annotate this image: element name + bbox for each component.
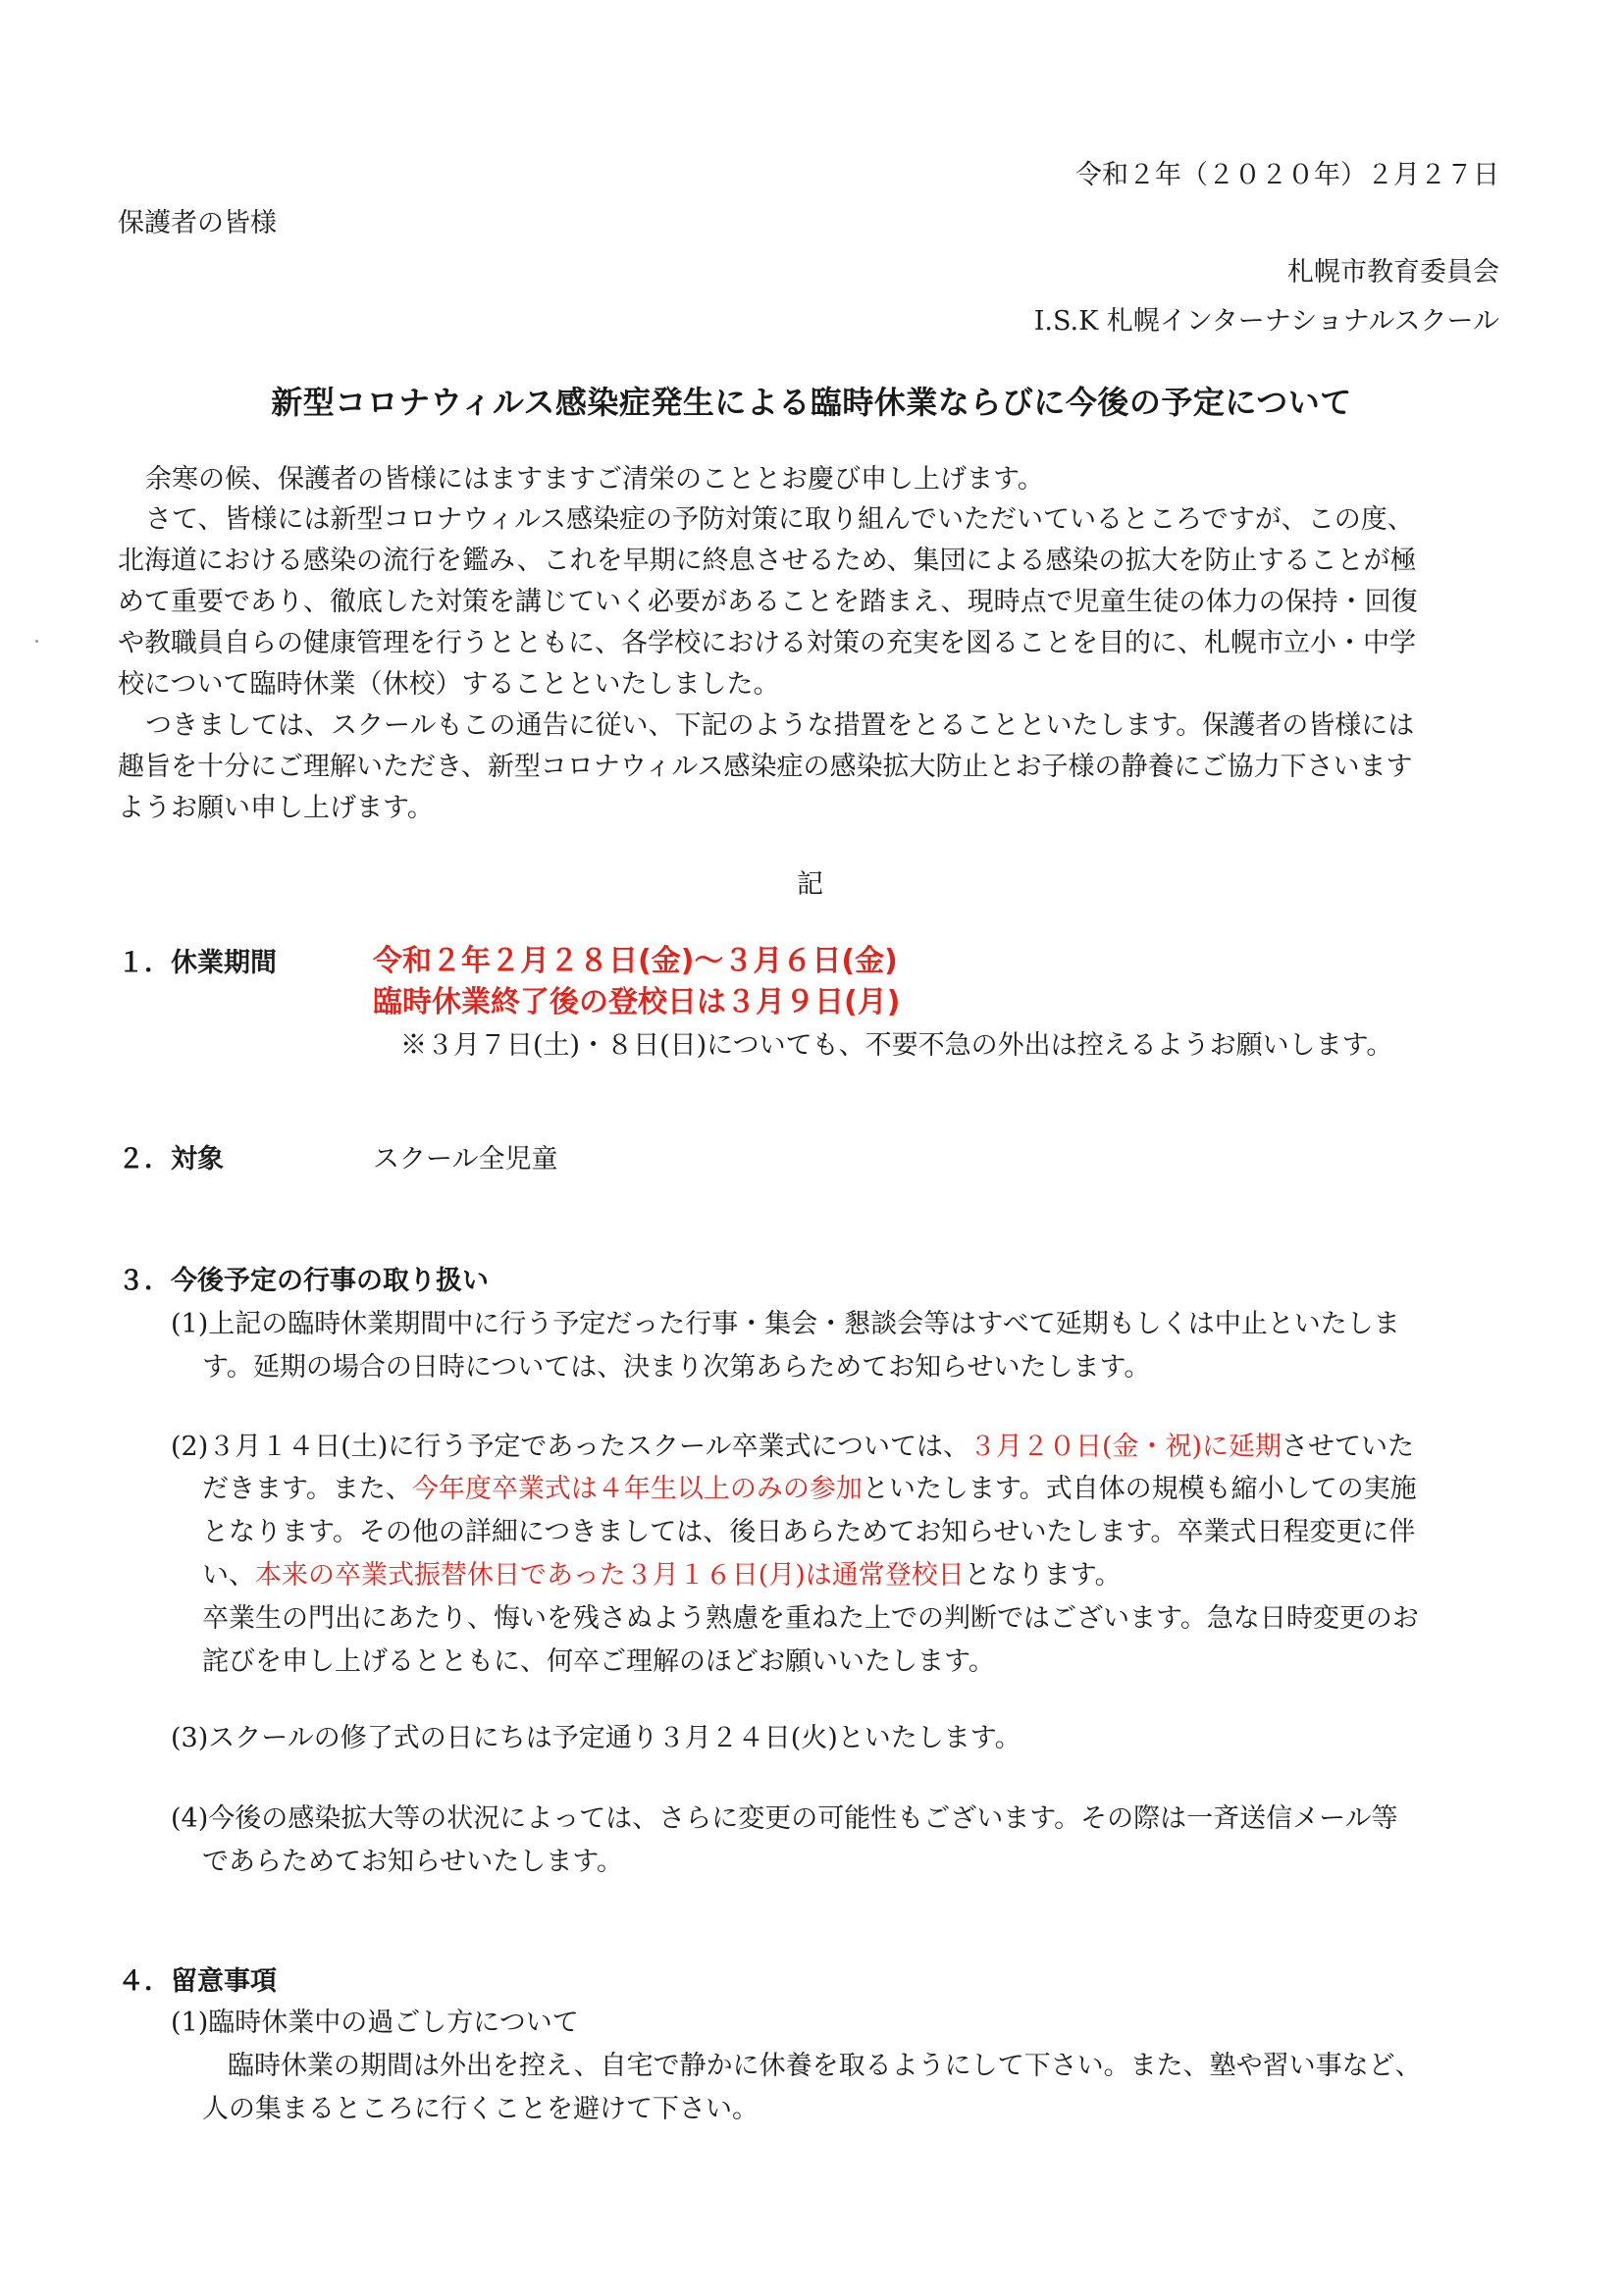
section-3-label: ３．今後予定の行事の取り扱い — [118, 1266, 489, 1296]
item-3-line: (3)スクールの修了式の日にちは予定通り３月２４日(火)といたします。 — [171, 1723, 1021, 1753]
document-title: 新型コロナウィルス感染症発生による臨時休業ならびに今後の予定について — [271, 384, 1352, 421]
document-date: 令和２年（２０２０年）２月２７日 — [1075, 160, 1499, 190]
section-4-body-line: 人の集まるところに行くことを避けて下さい。 — [202, 2094, 759, 2124]
closure-period: 令和２年２月２８日(金)～３月６日(金) — [373, 944, 898, 978]
sender-board: 札幌市教育委員会 — [1287, 257, 1499, 287]
item-2-text: させていた — [1282, 1432, 1415, 1462]
item-2-text: い、 — [202, 1560, 255, 1591]
intro-line: ようお願い申し上げます。 — [118, 793, 434, 823]
item-4-line: であらためてお知らせいたします。 — [202, 1847, 624, 1877]
target-value: スクール全児童 — [373, 1144, 558, 1174]
item-2-line-5: 卒業生の門出にあたり、悔いを残さぬよう熟慮を重ねた上での判断ではございます。急な日時変更のお — [202, 1603, 1419, 1634]
item-2-highlight: 本来の卒業式振替休日であった３月１６日(月)は通常登校日 — [255, 1560, 965, 1591]
item-1-line: す。延期の場合の日時については、決まり次第あらためてお知らせいたします。 — [202, 1352, 1151, 1383]
intro-line: や教職員自らの健康管理を行うとともに、各学校における対策の充実を図ることを目的に、札幌市立小・中学 — [118, 628, 1416, 658]
section-4-body-line: 臨時休業の期間は外出を控え、自宅で静かに休養を取るようにして下さい。また、塾や習い事など、 — [228, 2051, 1422, 2081]
item-2-line-4 — [202, 1554, 1122, 1597]
section-2-label: ２．対象 — [118, 1144, 224, 1174]
item-2-line-6: 詫びを申し上げるとともに、何卒ご理解のほどお願いいたします。 — [202, 1646, 995, 1677]
return-school-day: 臨時休業終了後の登校日は３月９日(月) — [373, 985, 901, 1019]
section-4-label: ４．留意事項 — [118, 1966, 277, 1997]
ki-mark: 記 — [797, 869, 823, 900]
intro-line: 北海道における感染の流行を鑑み、これを早期に終息させるため、集団による感染の拡大を防止することが極 — [118, 546, 1417, 576]
item-2-line-2 — [202, 1468, 1417, 1511]
item-4-line: (4)今後の感染拡大等の状況によっては、さらに変更の可能性もございます。その際は一斉送信メール等 — [171, 1803, 1398, 1834]
intro-line: つきましては、スクールもこの通告に従い、下記のような措置をとることといたします。保護者の皆様には — [145, 710, 1415, 741]
item-2-highlight: 今年度卒業式は４年生以上のみの参加 — [411, 1474, 863, 1504]
sender-school: I.S.K 札幌インターナショナルスクール — [1033, 306, 1499, 337]
intro-line: さて、皆様には新型コロナウィルス感染症の予防対策に取り組んでいただいているところですが、この度、 — [145, 504, 1414, 535]
item-2-text: (2)３月１４日(土)に行う予定であったスクール卒業式については、 — [171, 1432, 969, 1462]
item-2-line-3: となります。その他の詳細につきましては、後日あらためてお知らせいたします。卒業式日程変更に伴 — [202, 1517, 1416, 1547]
intro-line: 趣旨を十分にご理解いただき、新型コロナウィルス感染症の感染拡大防止とお子様の静養にご協力下さいます — [118, 752, 1413, 782]
intro-line: 余寒の候、保護者の皆様にはますますご清栄のこととお慶び申し上げます。 — [145, 464, 1044, 495]
item-1-line: (1)上記の臨時休業期間中に行う予定だった行事・集会・懇談会等はすべて延期もしくは中止といたしま — [171, 1309, 1400, 1339]
section-4-subheading: (1)臨時休業中の過ごし方について — [171, 2008, 579, 2038]
item-2-text: となります。 — [964, 1560, 1122, 1591]
addressee: 保護者の皆様 — [118, 208, 277, 238]
item-2-text: だきます。また、 — [202, 1474, 412, 1504]
item-2-text: といたします。式自体の規模も縮小しての実施 — [862, 1474, 1417, 1504]
weekend-note: ※３月７日(土)・８日(日)についても、不要不急の外出は控えるようお願いします。 — [400, 1030, 1393, 1061]
section-1-label: １．休業期間 — [118, 948, 277, 978]
intro-line: めて重要であり、徹底した対策を講じていく必要があることを踏まえ、現時点で児童生徒の体力の保持・回復 — [118, 587, 1418, 617]
scan-speck — [35, 640, 38, 643]
item-2-highlight: ３月２０日(金・祝)に延期 — [969, 1432, 1283, 1462]
intro-line: 校について臨時休業（休校）することといたしました。 — [118, 669, 780, 700]
item-2-line-1 — [171, 1426, 1414, 1469]
